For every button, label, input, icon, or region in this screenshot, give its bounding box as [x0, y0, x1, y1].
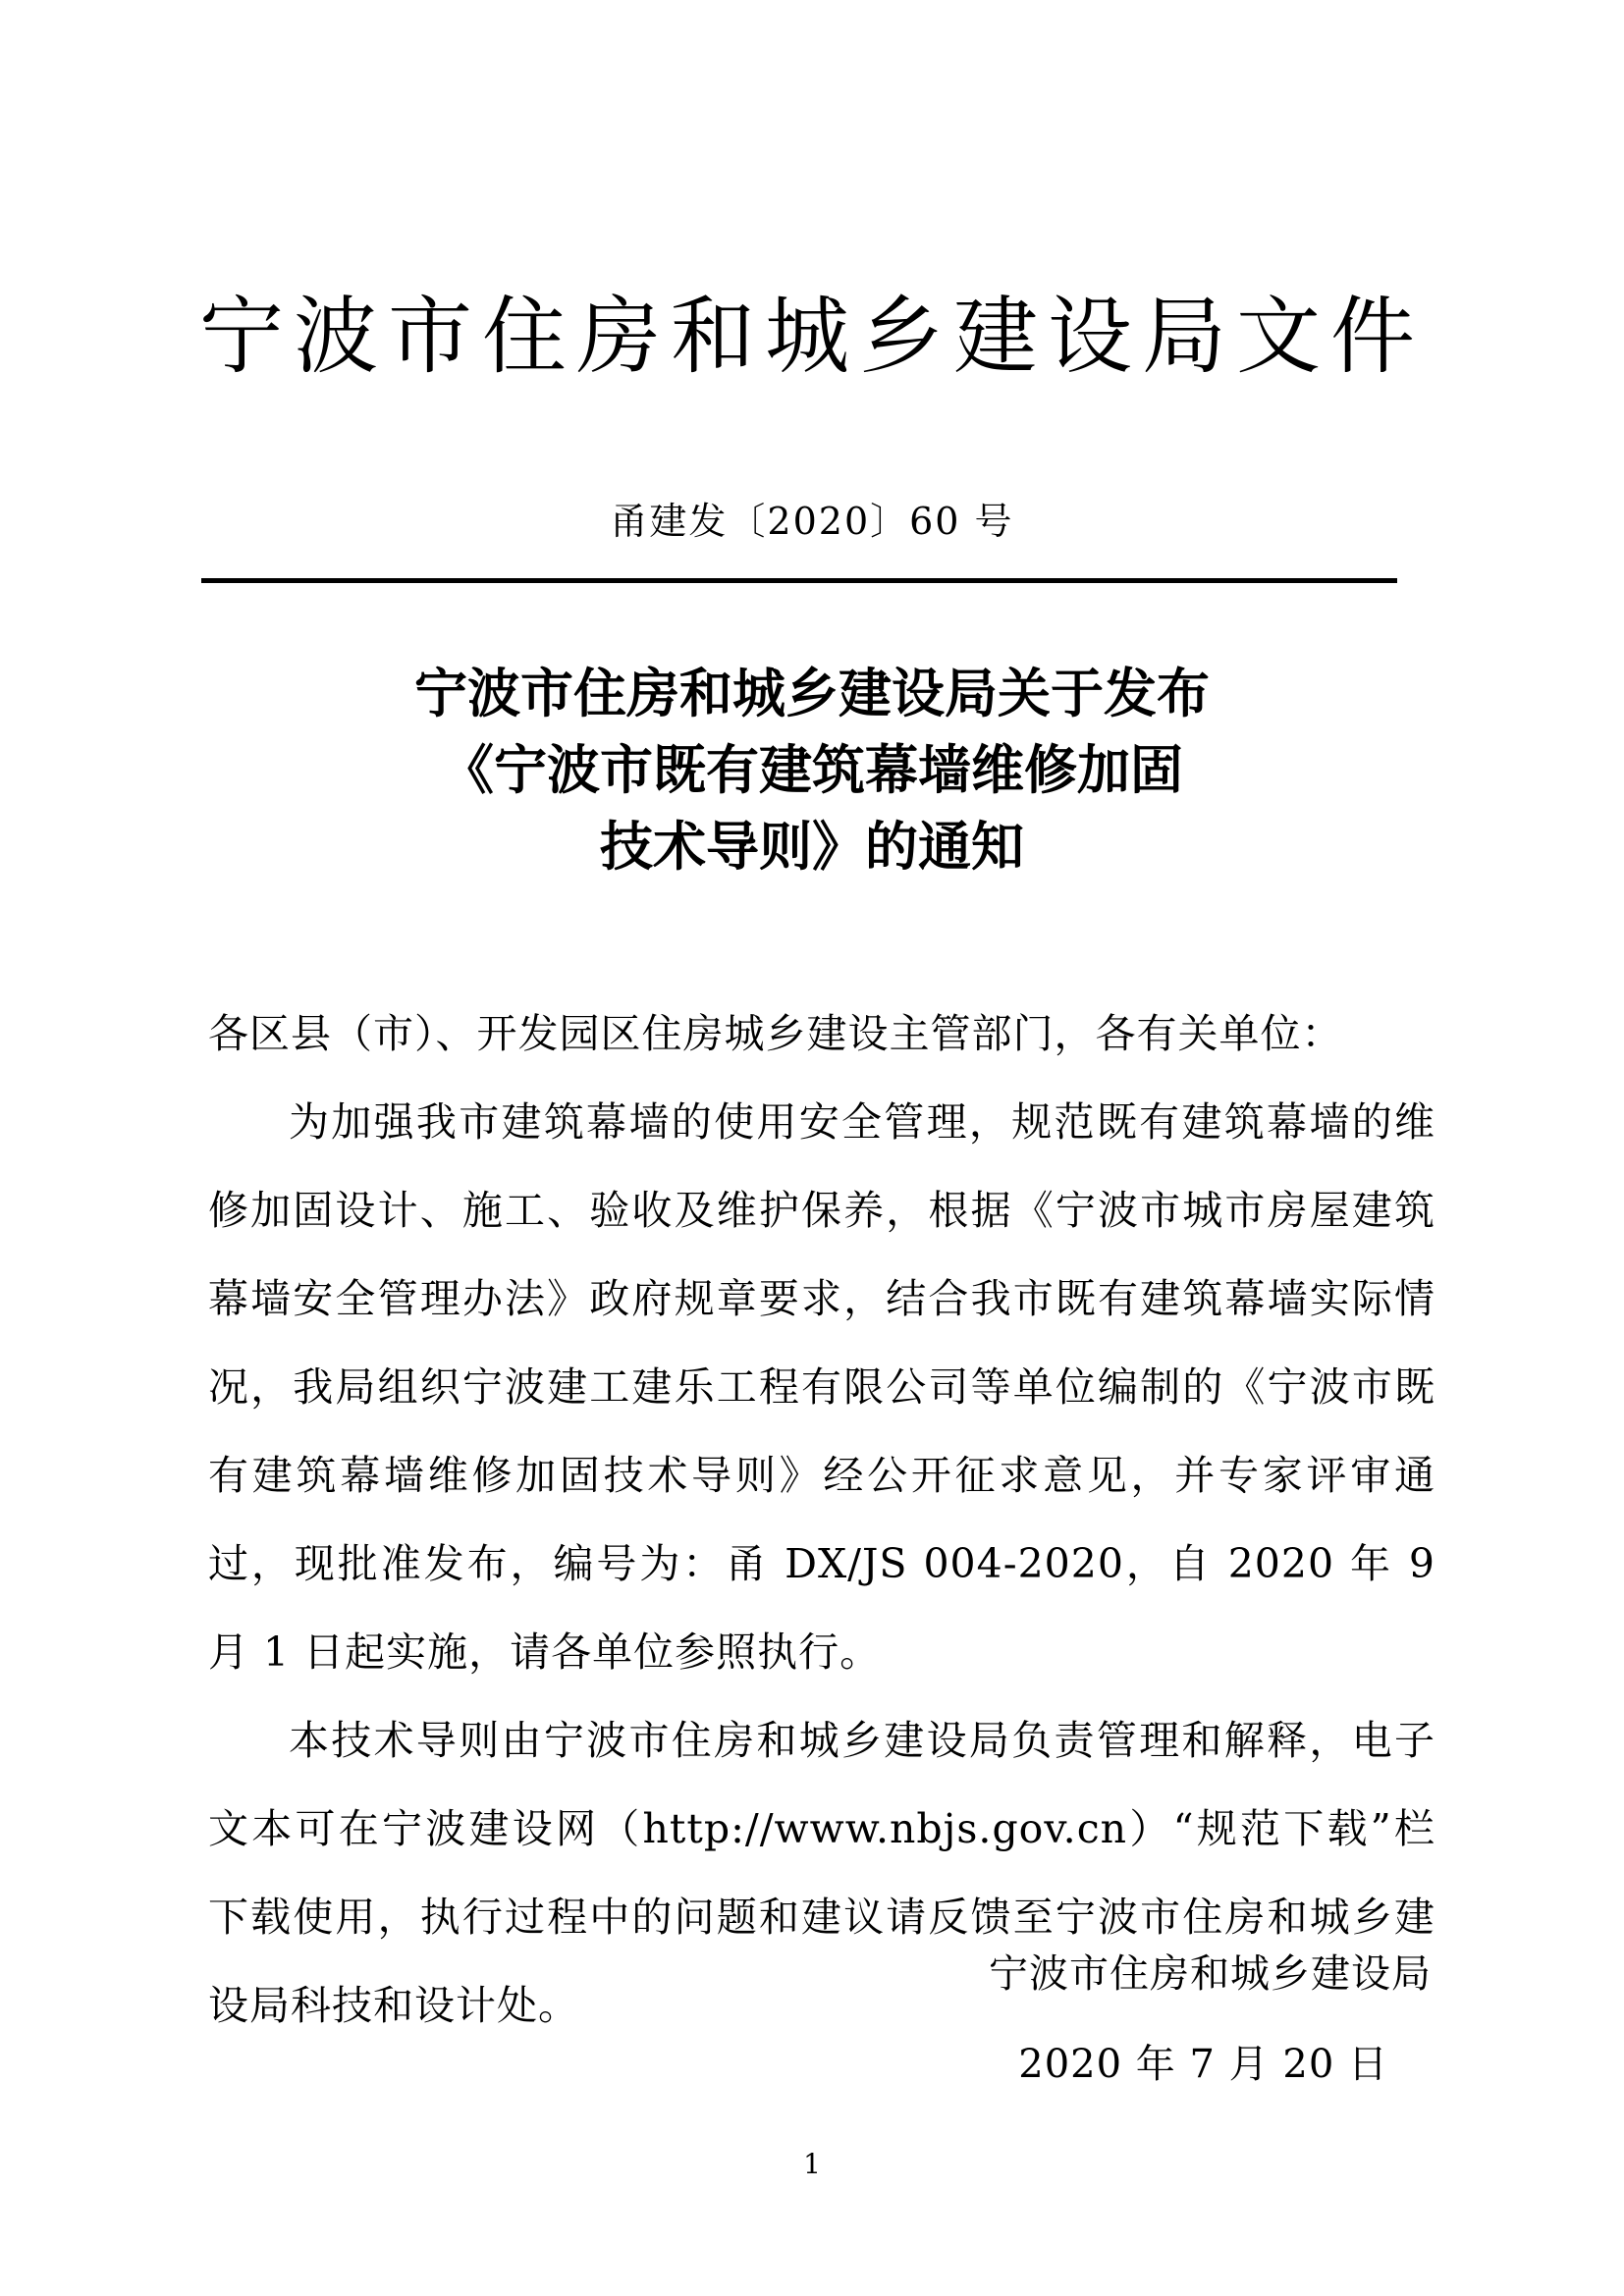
- body-paragraph-2: 本技术导则由宁波市住房和城乡建设局负责管理和解释，电子文本可在宁波建设网（http://www.nbjs.gov.cn）“规范下载”栏下载使用，执行过程中的问题和建议请反馈至宁波市住房和城乡建设局科技和设计处。: [208, 1717, 1435, 2029]
- salutation: 各区县（市）、开发园区住房城乡建设主管部门，各有关单位：: [208, 1010, 1343, 1057]
- body-paragraph-1: 为加强我市建筑幕墙的使用安全管理，规范既有建筑幕墙的维修加固设计、施工、验收及维护保养，根据《宁波市城市房屋建筑幕墙安全管理办法》政府规章要求，结合我市既有建筑幕墙实际情况，我局组织宁波建工建乐工程有限公司等单位编制的《宁波市既有建筑幕墙维修加固技术导则》经公开征求意见，并专家评审通过，现批准发布，编号为：甬 DX/JS 004-2020，自 2020 年 9 月 1 日起实施，请各单位参照执行。: [208, 1098, 1435, 1676]
- notice-title-line-2: 《宁波市既有建筑幕墙维修加固: [441, 739, 1183, 801]
- document-number: 甬建发〔2020〕60 号: [610, 500, 1014, 543]
- notice-title: [0, 656, 1624, 885]
- notice-title-line-3: 技术导则》的通知: [600, 816, 1024, 878]
- notice-title-line-1: 宁波市住房和城乡建设局关于发布: [414, 663, 1210, 724]
- notice-body: [208, 989, 1435, 2050]
- signature-block: [989, 1929, 1432, 2109]
- header-divider: [201, 578, 1397, 583]
- issuer-name: 宁波市住房和城乡建设局: [989, 1951, 1432, 1997]
- issue-date: 2020 年 7 月 20 日: [1018, 2042, 1388, 2087]
- page-number: 1: [803, 2148, 821, 2180]
- document-masthead: 宁波市住房和城乡建设局文件: [199, 288, 1425, 386]
